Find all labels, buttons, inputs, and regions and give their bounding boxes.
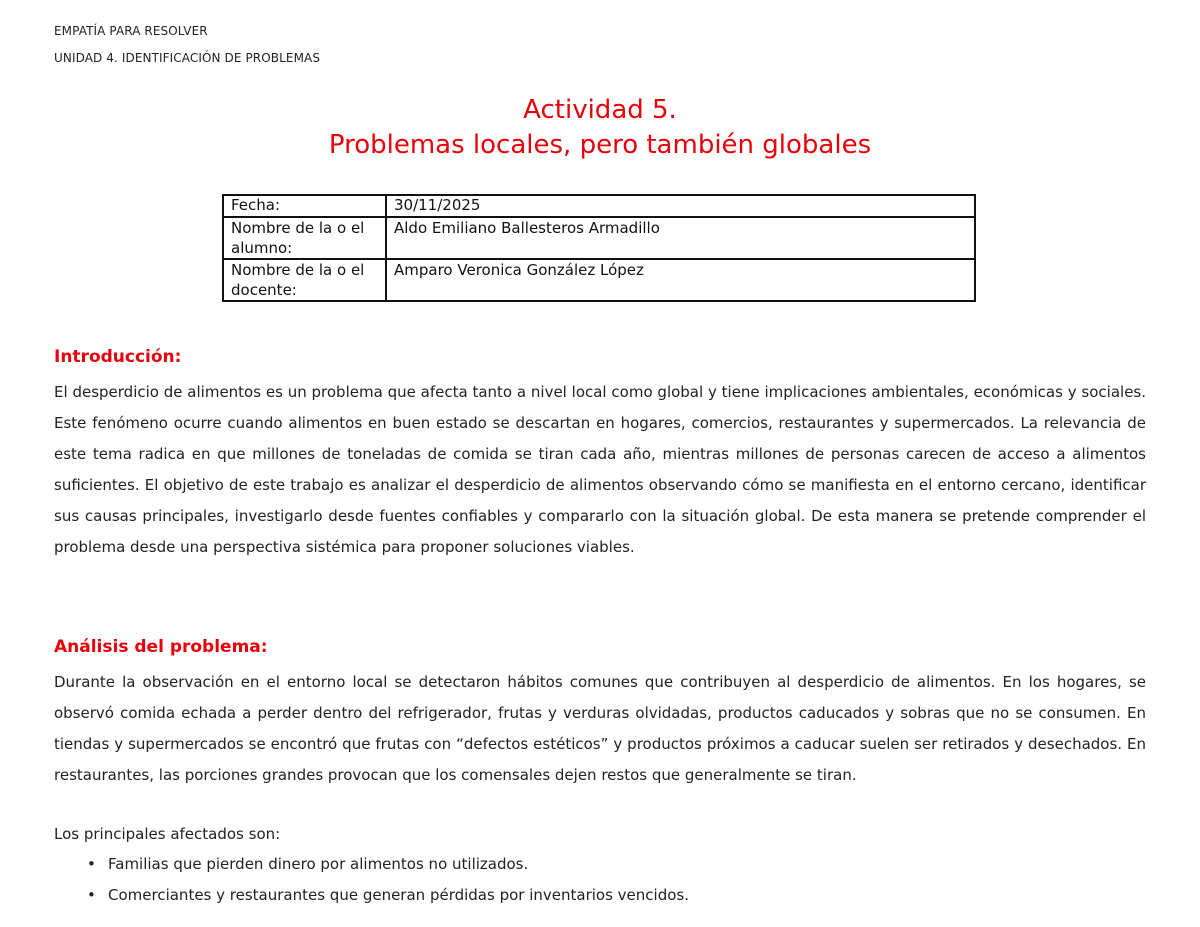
bullet-icon: •: [87, 855, 96, 873]
teacher-value: Amparo Veronica González López: [386, 259, 975, 301]
list-item-text: Comerciantes y restaurantes que generan pérdidas por inventarios vencidos.: [108, 886, 689, 904]
intro-paragraph: El desperdicio de alimentos es un problema que afecta tanto a nivel local como global y tiene implicaciones ambientales, económicas y sociales. Este fenómeno ocurre cuando alimentos en buen estado se descartan en hogares, comercios, restaurantes y supermercados. La relevancia de este tema radica en que millones de toneladas de comida se tiran cada año, mientras millones de personas carecen de acceso a alimentos suficientes. El objetivo de este trabajo es analizar el desperdicio de alimentos observando cómo se manifiesta en el entorno cercano, identificar sus causas principales, investigarlo desde fuentes confiables y compararlo con la situación global. De esta manera se pretende comprender el problema desde una perspectiva sistémica para proponer soluciones viables.: [54, 383, 1146, 556]
activity-subtitle: Problemas locales, pero también globales: [328, 130, 872, 160]
list-item: [54, 880, 689, 911]
affected-list: [54, 849, 689, 911]
unit-header: UNIDAD 4. IDENTIFICACIÓN DE PROBLEMAS: [54, 51, 321, 65]
date-row: [223, 195, 975, 217]
date-value: 30/11/2025: [386, 195, 975, 217]
course-header: EMPATÍA PARA RESOLVER: [54, 24, 208, 38]
analysis-heading: Análisis del problema:: [54, 637, 268, 657]
list-item: [54, 849, 689, 880]
student-label: Nombre de la o el alumno:: [223, 217, 386, 259]
date-label: Fecha:: [223, 195, 386, 217]
info-table: [222, 194, 976, 302]
student-value: Aldo Emiliano Ballesteros Armadillo: [386, 217, 975, 259]
intro-heading: Introducción:: [54, 347, 182, 367]
teacher-row: [223, 259, 975, 301]
bullet-icon: •: [87, 886, 96, 904]
analysis-paragraph: Durante la observación en el entorno local se detectaron hábitos comunes que contribuyen al desperdicio de alimentos. En los hogares, se observó comida echada a perder dentro del refrigerador, frutas y verduras olvidadas, productos caducados y sobras que no se consumen. En tiendas y supermercados se encontró que frutas con “defectos estéticos” y productos próximos a caducar suelen ser retirados y desechados. En restaurantes, las porciones grandes provocan que los comensales dejen restos que generalmente se tiran.: [54, 673, 1146, 784]
list-item-text: Familias que pierden dinero por alimentos no utilizados.: [108, 855, 529, 873]
teacher-label: Nombre de la o el docente:: [223, 259, 386, 301]
affected-lead: Los principales afectados son:: [54, 825, 281, 843]
activity-title: Actividad 5.: [523, 95, 677, 125]
student-row: [223, 217, 975, 259]
